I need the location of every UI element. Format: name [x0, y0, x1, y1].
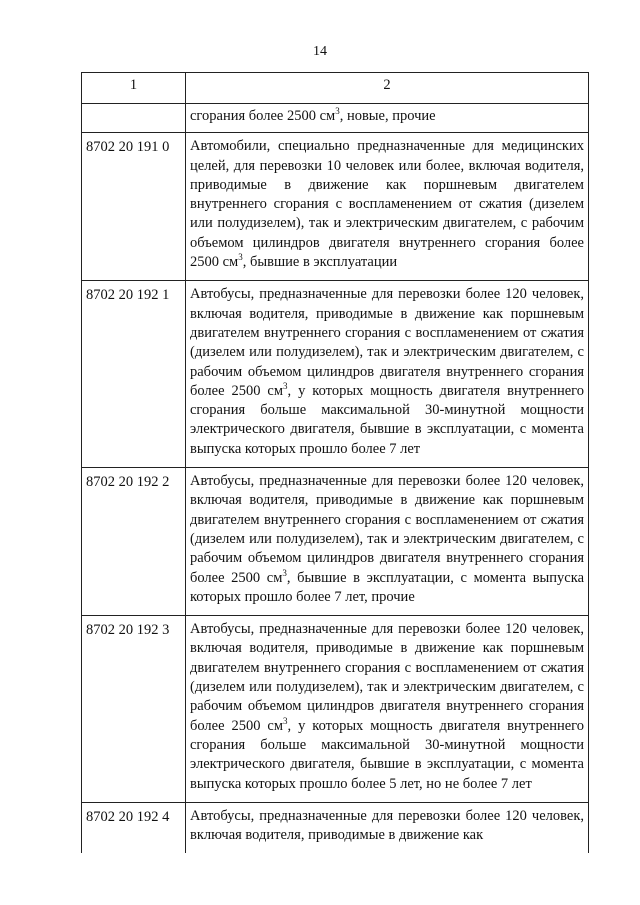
column-header-description: 2: [186, 73, 589, 104]
table-row: [82, 133, 589, 281]
table-row: [82, 802, 589, 853]
page-number: 14: [313, 44, 327, 59]
tariff-description: Автобусы, предназначенные для перевозки более 120 человек, включая водителя, приводимые в движение как поршневым двигателем внутреннего сгорания с воспламенением от сжатия (дизелем или полудизелем), так и электрическим двигателем, с рабочим объемом цилиндров двигателя внутреннего сгорания более 2500 $см^3$, у которых мощность двигателя внутреннего сгорания больше максимальной 30-минутной мощности электрического двигателя, бывшие в эксплуатации, с момента выпуска которых прошло более 5 лет, но не более 7 лет: [186, 616, 589, 803]
tariff-description: Автобусы, предназначенные для перевозки более 120 человек, включая водителя, приводимые в движение как поршневым двигателем внутреннего сгорания с воспламенением от сжатия (дизелем или полудизелем), так и электрическим двигателем, с рабочим объемом цилиндров двигателя внутреннего сгорания более 2500 $см^3$, бывшие в эксплуатации, с момента выпуска которых прошло более 7 лет, прочие: [186, 468, 589, 616]
header-row: [82, 73, 589, 104]
table-row: [82, 468, 589, 616]
tariff-description: Автобусы, предназначенные для перевозки более 120 человек, включая водителя, приводимые в движение как: [186, 802, 589, 853]
tariff-code: 8702 20 192 4: [82, 802, 186, 853]
tariff-description: Автобусы, предназначенные для перевозки более 120 человек, включая водителя, приводимые в движение как поршневым двигателем внутреннего сгорания с воспламенением от сжатия (дизелем или полудизелем), так и электрическим двигателем, с рабочим объемом цилиндров двигателя внутреннего сгорания более 2500 $см^3$, у которых мощность двигателя внутреннего сгорания больше максимальной 30-минутной мощности электрического двигателя, бывшие в эксплуатации, с момента выпуска которых прошло более 7 лет: [186, 281, 589, 468]
column-header-code: 1: [82, 73, 186, 104]
tariff-code: 8702 20 192 2: [82, 468, 186, 616]
tariff-code: [82, 104, 186, 133]
tariff-description: сгорания более 2500 $см^3$, новые, прочие: [186, 104, 589, 133]
table-row: [82, 104, 589, 133]
tariff-description: Автомобили, специально предназначенные для медицинских целей, для перевозки 10 человек или более, включая водителя, приводимые в движение как поршневым двигателем внутреннего сгорания с воспламенением от сжатия (дизелем или полудизелем), так и электрическим двигателем, с рабочим объемом цилиндров двигателя внутреннего сгорания более 2500 $см^3$, бывшие в эксплуатации: [186, 133, 589, 281]
tariff-code: 8702 20 191 0: [82, 133, 186, 281]
table-row: [82, 281, 589, 468]
tariff-code: 8702 20 192 3: [82, 616, 186, 803]
tariff-table: [81, 72, 589, 853]
tariff-code: 8702 20 192 1: [82, 281, 186, 468]
table-row: [82, 616, 589, 803]
